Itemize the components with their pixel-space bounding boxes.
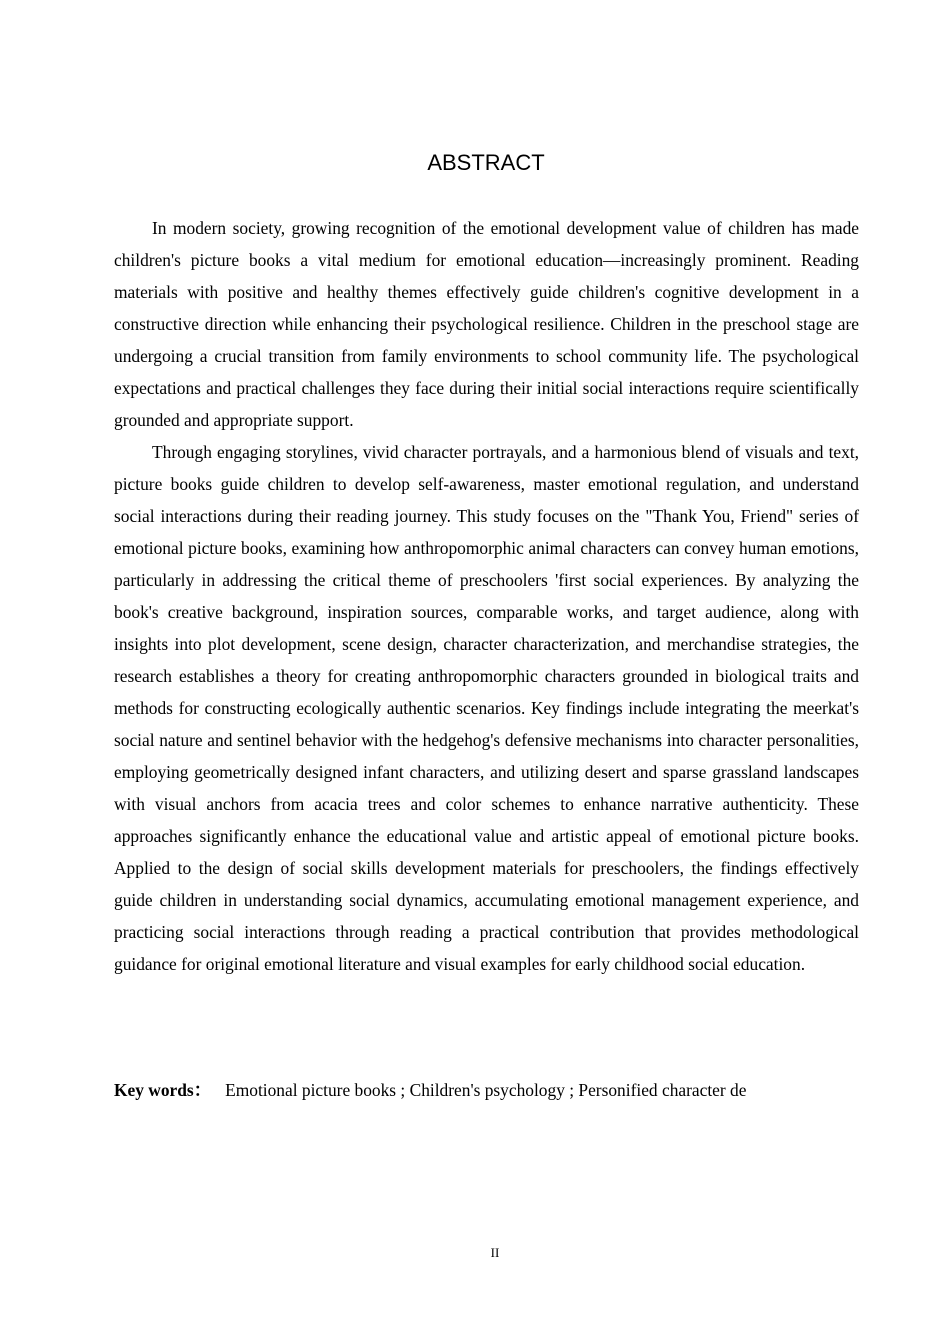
keywords-line [114,1074,874,1106]
abstract-body [114,212,859,980]
keywords-value: Emotional picture books ; Children's psychology ; Personified character de [225,1080,747,1100]
keywords-label: Key words： [114,1080,212,1100]
abstract-title: ABSTRACT [427,150,545,175]
abstract-paragraph-2: Through engaging storylines, vivid character portrayals, and a harmonious blend of visuals and text, picture books guide children to develop self-awareness, master emotional regulation, and understand social interactions during their reading journey. This study focuses on the "Thank You, Friend" series of emotional picture books, examining how anthropomorphic animal characters can convey human emotions, particularly in addressing the critical theme of preschoolers 'first social experiences. By analyzing the book's creative background, inspiration sources, comparable works, and target audience, along with insights into plot development, scene design, character characterization, and merchandise strategies, the research establishes a theory for creating anthropomorphic characters grounded in biological traits and methods for constructing ecologically authentic scenarios. Key findings include integrating the meerkat's social nature and sentinel behavior with the hedgehog's defensive mechanisms into character personalities, employing geometrically designed infant characters, and utilizing desert and sparse grassland landscapes with visual anchors from acacia trees and color schemes to enhance narrative authenticity. These approaches significantly enhance the educational value and artistic appeal of emotional picture books. Applied to the design of social skills development materials for preschoolers, the findings effectively guide children in understanding social dynamics, accumulating emotional management experience, and practicing social interactions through reading a practical contribution that provides methodological guidance for original emotional literature and visual examples for early childhood social education. [114,442,859,974]
abstract-paragraph-1: In modern society, growing recognition of the emotional development value of children has made children's picture books a vital medium for emotional education—increasingly prominent. Reading materials with positive and healthy themes effectively guide children's cognitive development in a constructive direction while enhancing their psychological resilience. Children in the preschool stage are undergoing a crucial transition from family environments to school community life. The psychological expectations and practical challenges they face during their initial social interactions require scientifically grounded and appropriate support. [114,218,859,430]
page-number: II [490,1245,500,1260]
